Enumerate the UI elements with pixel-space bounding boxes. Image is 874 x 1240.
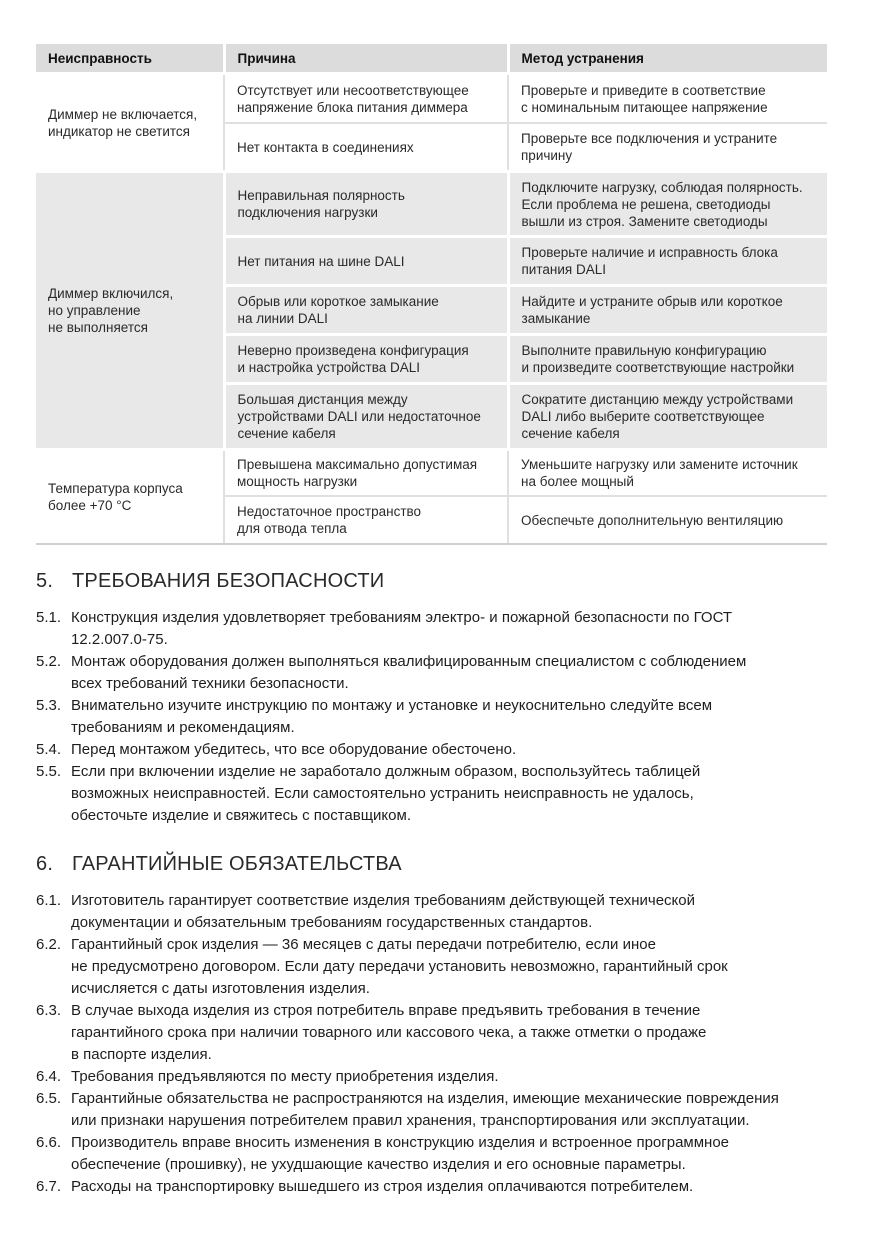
list-item xyxy=(36,695,827,739)
item-number: 5.5. xyxy=(36,763,62,780)
list-item xyxy=(36,1066,827,1088)
section-warranty xyxy=(36,850,827,1198)
item-text: Гарантийный срок изделия — 36 месяцев с даты передачи потребителю, если иное не предусмотрено договором. Если дату передачи установить невозможно, гарантийный срок исчисляется с даты изготовления изделия. xyxy=(71,936,728,997)
list-item xyxy=(36,934,827,1000)
item-number: 5.4. xyxy=(36,741,62,758)
table-header-row xyxy=(36,44,827,74)
item-text: Монтаж оборудования должен выполняться квалифицированным специалистом с соблюдением всех требований техники безопасности. xyxy=(71,653,747,692)
list-item xyxy=(36,607,827,651)
list-item xyxy=(36,1000,827,1066)
cause-cell: Нет питания на шине DALI xyxy=(224,237,508,286)
item-text: Внимательно изучите инструкцию по монтажу и установке и неукоснительно следуйте всем требованиям и рекомендациям. xyxy=(71,697,713,736)
list-item xyxy=(36,890,827,934)
cause-cell: Неправильная полярность подключения нагрузки xyxy=(224,172,508,237)
table-body xyxy=(36,74,827,544)
cause-cell: Обрыв или короткое замыкание на линии DALI xyxy=(224,286,508,335)
list-item xyxy=(36,739,827,761)
header-cause: Причина xyxy=(224,44,508,74)
item-number: 5.3. xyxy=(36,697,62,714)
fix-cell: Проверьте все подключения и устраните причину xyxy=(508,123,827,172)
header-fix: Метод устранения xyxy=(508,44,827,74)
item-text: Конструкция изделия удовлетворяет требованиям электро- и пожарной безопасности по ГОСТ 12.2.007.0-75. xyxy=(71,609,733,648)
fix-cell: Уменьшите нагрузку или замените источник на более мощный xyxy=(508,450,827,497)
fix-cell: Найдите и устраните обрыв или короткое замыкание xyxy=(508,286,827,335)
item-number: 5.1. xyxy=(36,609,62,626)
item-text: Требования предъявляются по месту приобретения изделия. xyxy=(71,1068,499,1085)
cause-cell: Большая дистанция между устройствами DALI или недостаточное сечение кабеля xyxy=(224,384,508,450)
item-number: 6.5. xyxy=(36,1090,62,1107)
item-number: 6.2. xyxy=(36,936,62,953)
list-item xyxy=(36,1088,827,1132)
fix-cell: Сократите дистанцию между устройствами DALI либо выберите соответствующее сечение кабеля xyxy=(508,384,827,450)
item-text: Перед монтажом убедитесь, что все оборудование обесточено. xyxy=(71,741,517,758)
section-heading: ТРЕБОВАНИЯ БЕЗОПАСНОСТИ xyxy=(72,569,385,592)
item-number: 6.1. xyxy=(36,892,62,909)
item-text: Расходы на транспортировку вышедшего из строя изделия оплачиваются потребителем. xyxy=(71,1178,694,1195)
item-number: 5.2. xyxy=(36,653,62,670)
fix-cell: Выполните правильную конфигурацию и произведите соответствующие настройки xyxy=(508,335,827,384)
cause-cell: Отсутствует или несоответствующее напряжение блока питания диммера xyxy=(224,74,508,124)
cause-cell: Превышена максимально допустимая мощность нагрузки xyxy=(224,450,508,497)
fix-cell: Проверьте наличие и исправность блока питания DALI xyxy=(508,237,827,286)
section-safety xyxy=(36,567,827,827)
fix-cell: Подключите нагрузку, соблюдая полярность. Если проблема не решена, светодиоды вышли из строя. Замените светодиоды xyxy=(508,172,827,237)
item-number: 6.3. xyxy=(36,1002,62,1019)
list-item xyxy=(36,761,827,827)
cause-cell: Неверно произведена конфигурация и настройка устройства DALI xyxy=(224,335,508,384)
table-row xyxy=(36,450,827,497)
table-bottom-rule xyxy=(36,543,827,545)
item-text: Изготовитель гарантирует соответствие изделия требованиям действующей технической документации и обязательным требованиям государственных стандартов. xyxy=(71,892,695,931)
table-row xyxy=(36,74,827,124)
list-item xyxy=(36,651,827,695)
list-item xyxy=(36,1176,827,1198)
fix-cell: Проверьте и приведите в соответствие с номинальным питающее напряжение xyxy=(508,74,827,124)
item-text: Если при включении изделие не заработало должным образом, воспользуйтесь таблицей возможных неисправностей. Если самостоятельно устранить неисправность не удалось, обесточьте изделие и свяжитесь с поставщиком. xyxy=(71,763,701,824)
section-title xyxy=(36,567,827,595)
section-items xyxy=(36,607,827,827)
cause-cell: Нет контакта в соединениях xyxy=(224,123,508,172)
table-row xyxy=(36,172,827,237)
section-items xyxy=(36,890,827,1198)
section-heading: ГАРАНТИЙНЫЕ ОБЯЗАТЕЛЬСТВА xyxy=(72,852,402,875)
item-number: 6.7. xyxy=(36,1178,62,1195)
item-number: 6.4. xyxy=(36,1068,62,1085)
item-text: В случае выхода изделия из строя потребитель вправе предъявить требования в течение гарантийного срока при наличии товарного или кассового чека, а также отметки о продаже в паспорте изделия. xyxy=(71,1002,707,1063)
section-number: 6. xyxy=(36,852,54,875)
document-page xyxy=(36,44,827,1198)
section-number: 5. xyxy=(36,569,54,592)
cause-cell: Недостаточное пространство для отвода тепла xyxy=(224,496,508,543)
issue-cell: Температура корпуса более +70 °C xyxy=(36,450,224,544)
issue-cell: Диммер не включается, индикатор не светится xyxy=(36,74,224,172)
section-title xyxy=(36,850,827,878)
list-item xyxy=(36,1132,827,1176)
header-issue: Неисправность xyxy=(36,44,224,74)
issue-cell: Диммер включился, но управление не выполняется xyxy=(36,172,224,450)
item-number: 6.6. xyxy=(36,1134,62,1151)
item-text: Гарантийные обязательства не распространяются на изделия, имеющие механические повреждения или признаки нарушения потребителем правил хранения, транспортирования или эксплуатации. xyxy=(71,1090,779,1129)
troubleshooting-table xyxy=(36,44,827,543)
fix-cell: Обеспечьте дополнительную вентиляцию xyxy=(508,496,827,543)
item-text: Производитель вправе вносить изменения в конструкцию изделия и встроенное программное обеспечение (прошивку), не ухудшающие качество изделия и его основные параметры. xyxy=(71,1134,730,1173)
